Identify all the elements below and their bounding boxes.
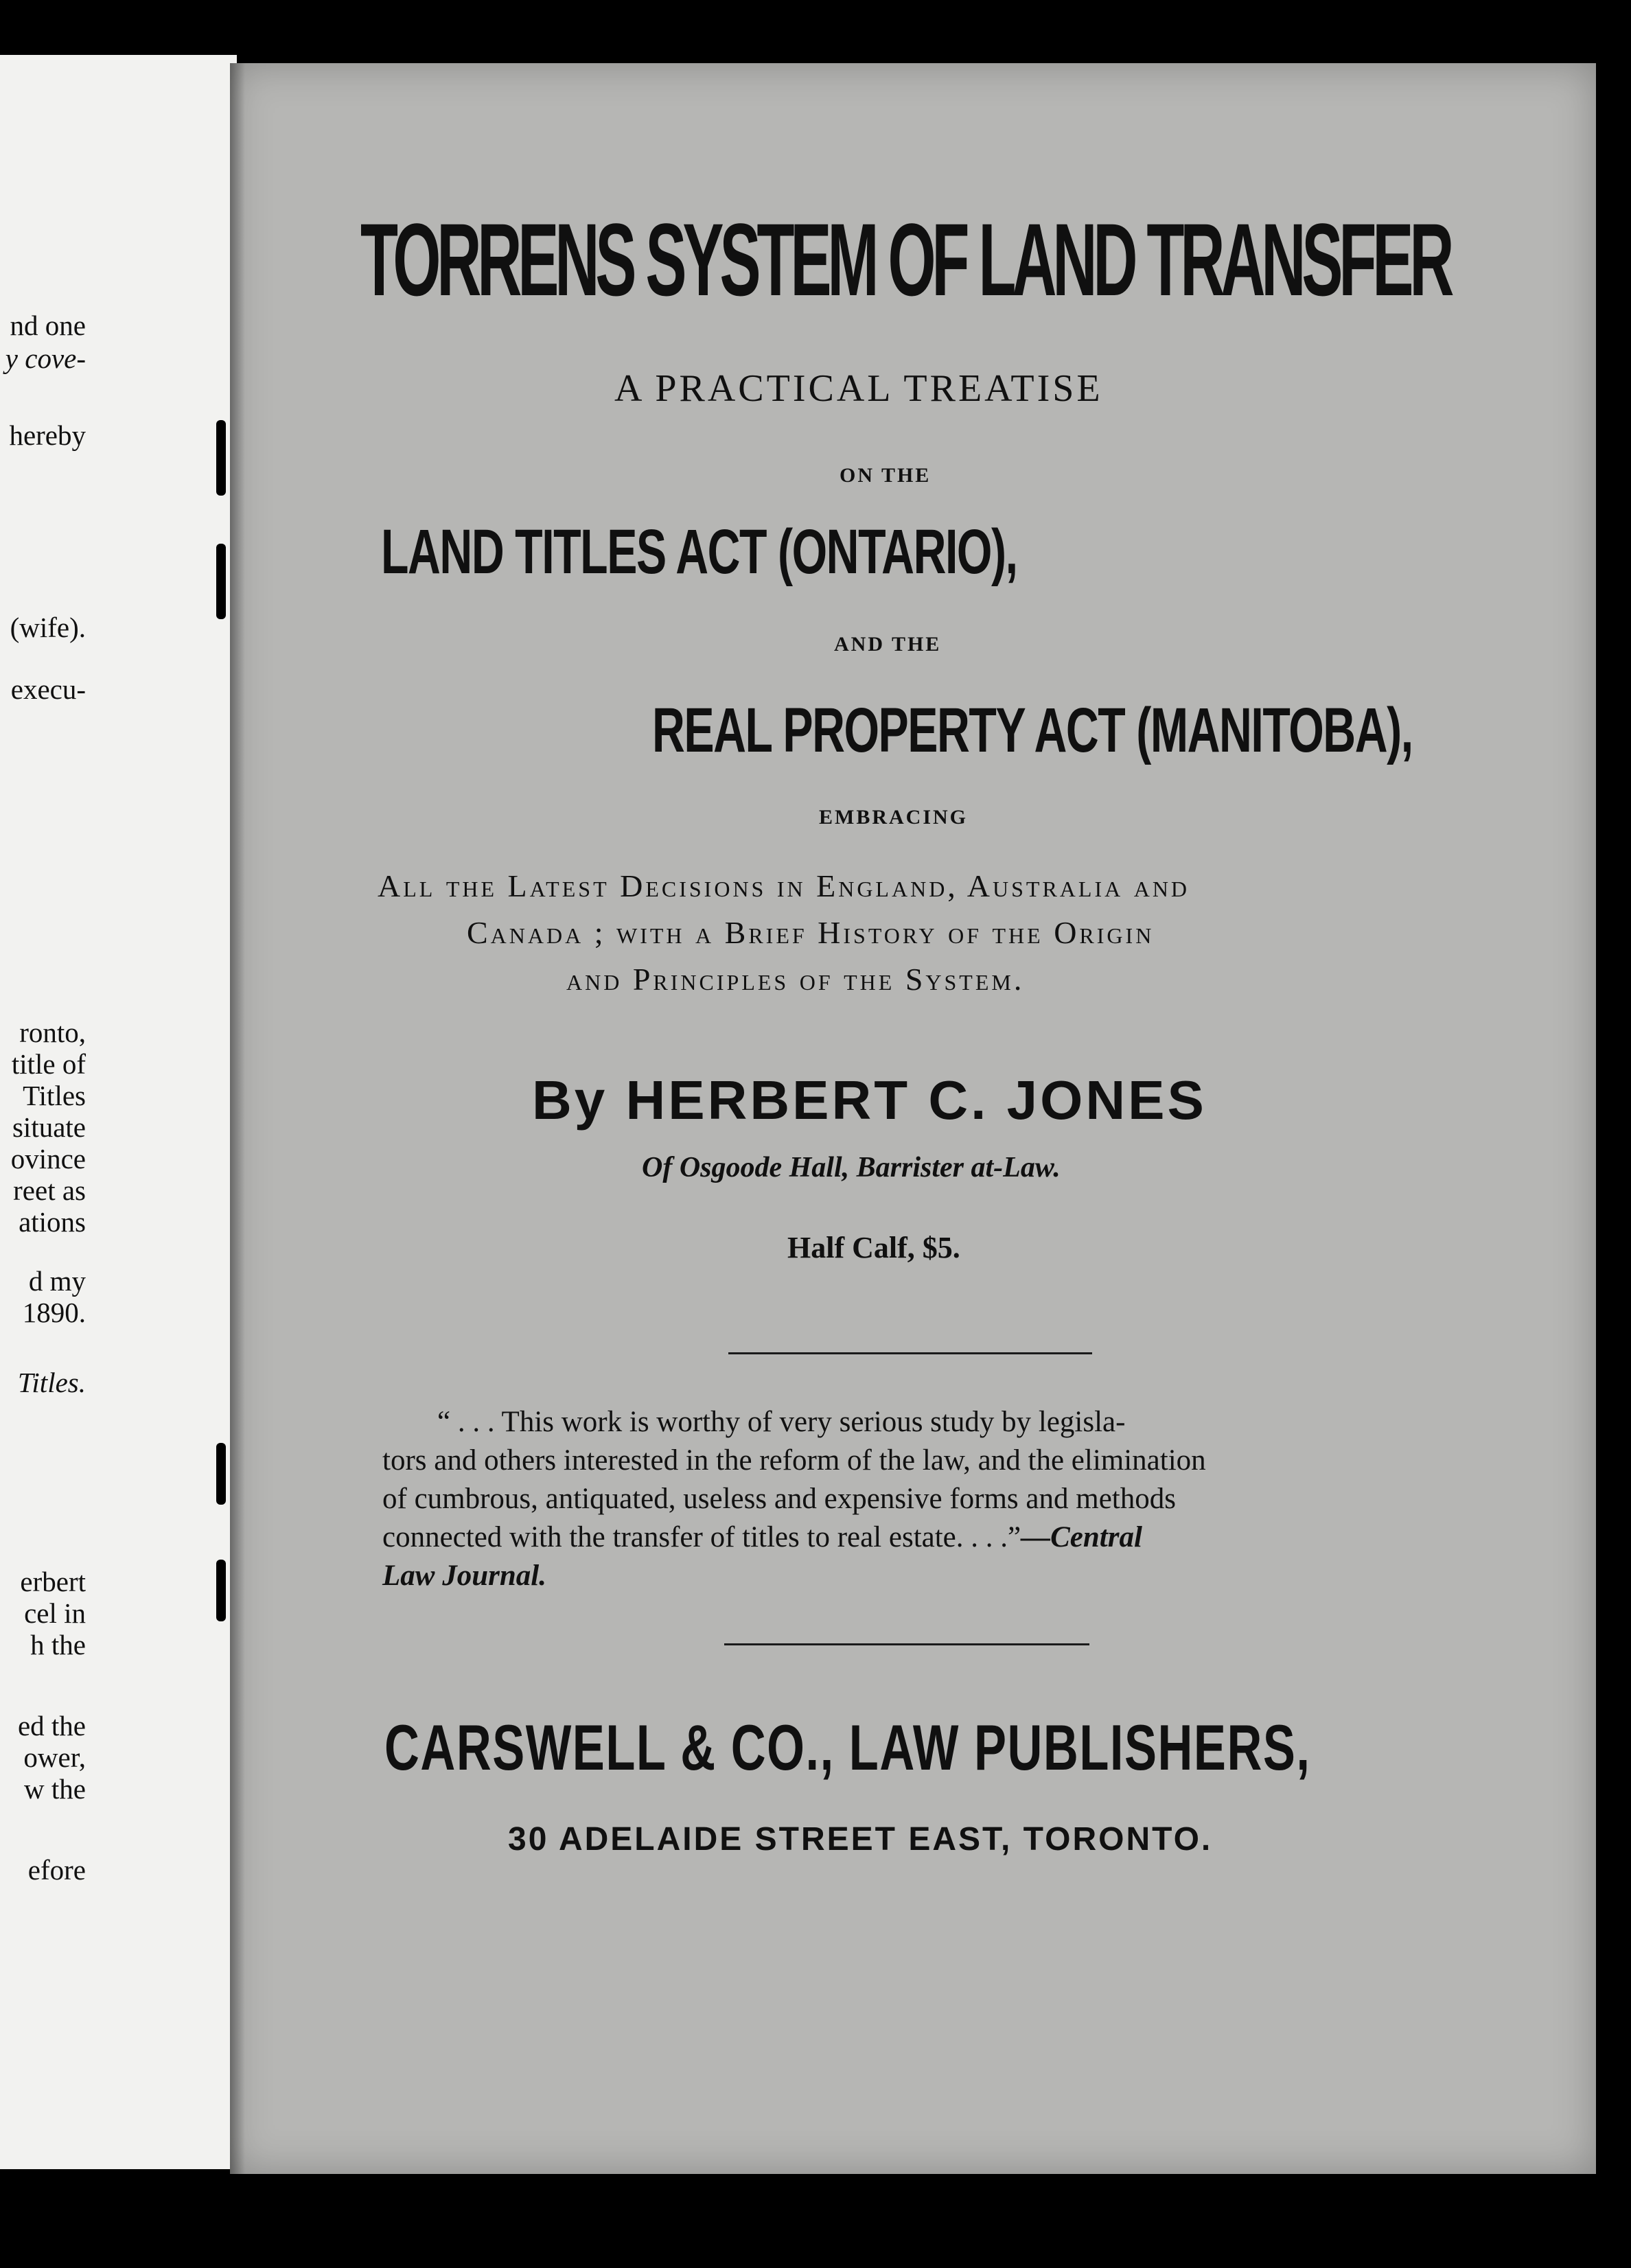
facing-text-fragment: Titles [23, 1080, 86, 1111]
binding-mark [216, 420, 226, 496]
author-affiliation: Of Osgoode Hall, Barrister at-Law. [642, 1152, 1061, 1183]
connector-and-the: AND THE [834, 633, 942, 656]
quote-source: Law Journal. [382, 1560, 546, 1592]
facing-text-fragment: y cove- [5, 343, 86, 374]
divider-rule [724, 1643, 1089, 1645]
facing-text-fragment: h the [30, 1629, 86, 1660]
divider-rule [728, 1352, 1092, 1354]
facing-text-fragment: w the [24, 1773, 86, 1805]
binding-mark [216, 1560, 226, 1621]
description-line: All the Latest Decisions in England, Australia and [378, 868, 1190, 903]
subtitle: A PRACTICAL TREATISE [614, 367, 1103, 410]
facing-text-fragment: reet as [13, 1174, 86, 1206]
main-title: TORRENS SYSTEM OF LAND TRANSFER [360, 202, 1450, 317]
facing-text-fragment: ower, [23, 1741, 86, 1773]
connector-on-the: ON THE [840, 464, 932, 487]
description-line: Canada ; with a Brief History of the Origin [467, 915, 1155, 950]
facing-text-fragment: situate [12, 1111, 86, 1143]
connector-embracing: EMBRACING [819, 806, 969, 829]
quote-line: connected with the transfer of titles to real estate. . . .” [382, 1521, 1021, 1553]
publisher-address: 30 ADELAIDE STREET EAST, TORONTO. [508, 1821, 1213, 1858]
facing-text-fragment: d my [28, 1265, 86, 1297]
facing-text-fragment: 1890. [22, 1297, 86, 1328]
facing-text-fragment: nd one [10, 310, 86, 341]
facing-text-fragment: cel in [24, 1597, 86, 1629]
binding-mark [216, 544, 226, 619]
facing-text-fragment: efore [27, 1854, 86, 1886]
facing-text-fragment: Titles. [17, 1367, 86, 1398]
author: By HERBERT C. JONES [532, 1069, 1207, 1131]
publisher: CARSWELL & CO., LAW PUBLISHERS, [384, 1711, 1311, 1783]
facing-text-fragment: title of [11, 1048, 86, 1080]
review-quote [382, 1403, 1412, 1595]
facing-text-fragment: (wife). [10, 612, 86, 643]
facing-text-fragment: execu- [10, 673, 86, 705]
facing-page [0, 55, 237, 2169]
facing-text-fragment: ed the [17, 1710, 86, 1741]
act-heading-manitoba: REAL PROPERTY ACT (MANITOBA), [652, 695, 1413, 765]
facing-text-fragment: hereby [9, 419, 86, 451]
act-heading-ontario: LAND TITLES ACT (ONTARIO), [381, 517, 1017, 587]
binding-mark [216, 1443, 226, 1505]
facing-text-fragment: ovince [10, 1143, 86, 1174]
facing-text-fragment: ronto, [19, 1017, 86, 1048]
quote-line: tors and others interested in the reform of the law, and the elimination [382, 1444, 1206, 1477]
price: Half Calf, $5. [787, 1231, 960, 1264]
description-line: and Principles of the System. [566, 962, 1025, 997]
quote-line: “ . . . This work is worthy of very serious study by legisla- [437, 1406, 1126, 1438]
advertisement-page [230, 63, 1596, 2174]
quote-source: —Central [1021, 1521, 1142, 1553]
facing-text-fragment: ations [19, 1206, 86, 1238]
quote-line: of cumbrous, antiquated, useless and expensive forms and methods [382, 1483, 1176, 1515]
facing-text-fragment: erbert [20, 1566, 86, 1597]
